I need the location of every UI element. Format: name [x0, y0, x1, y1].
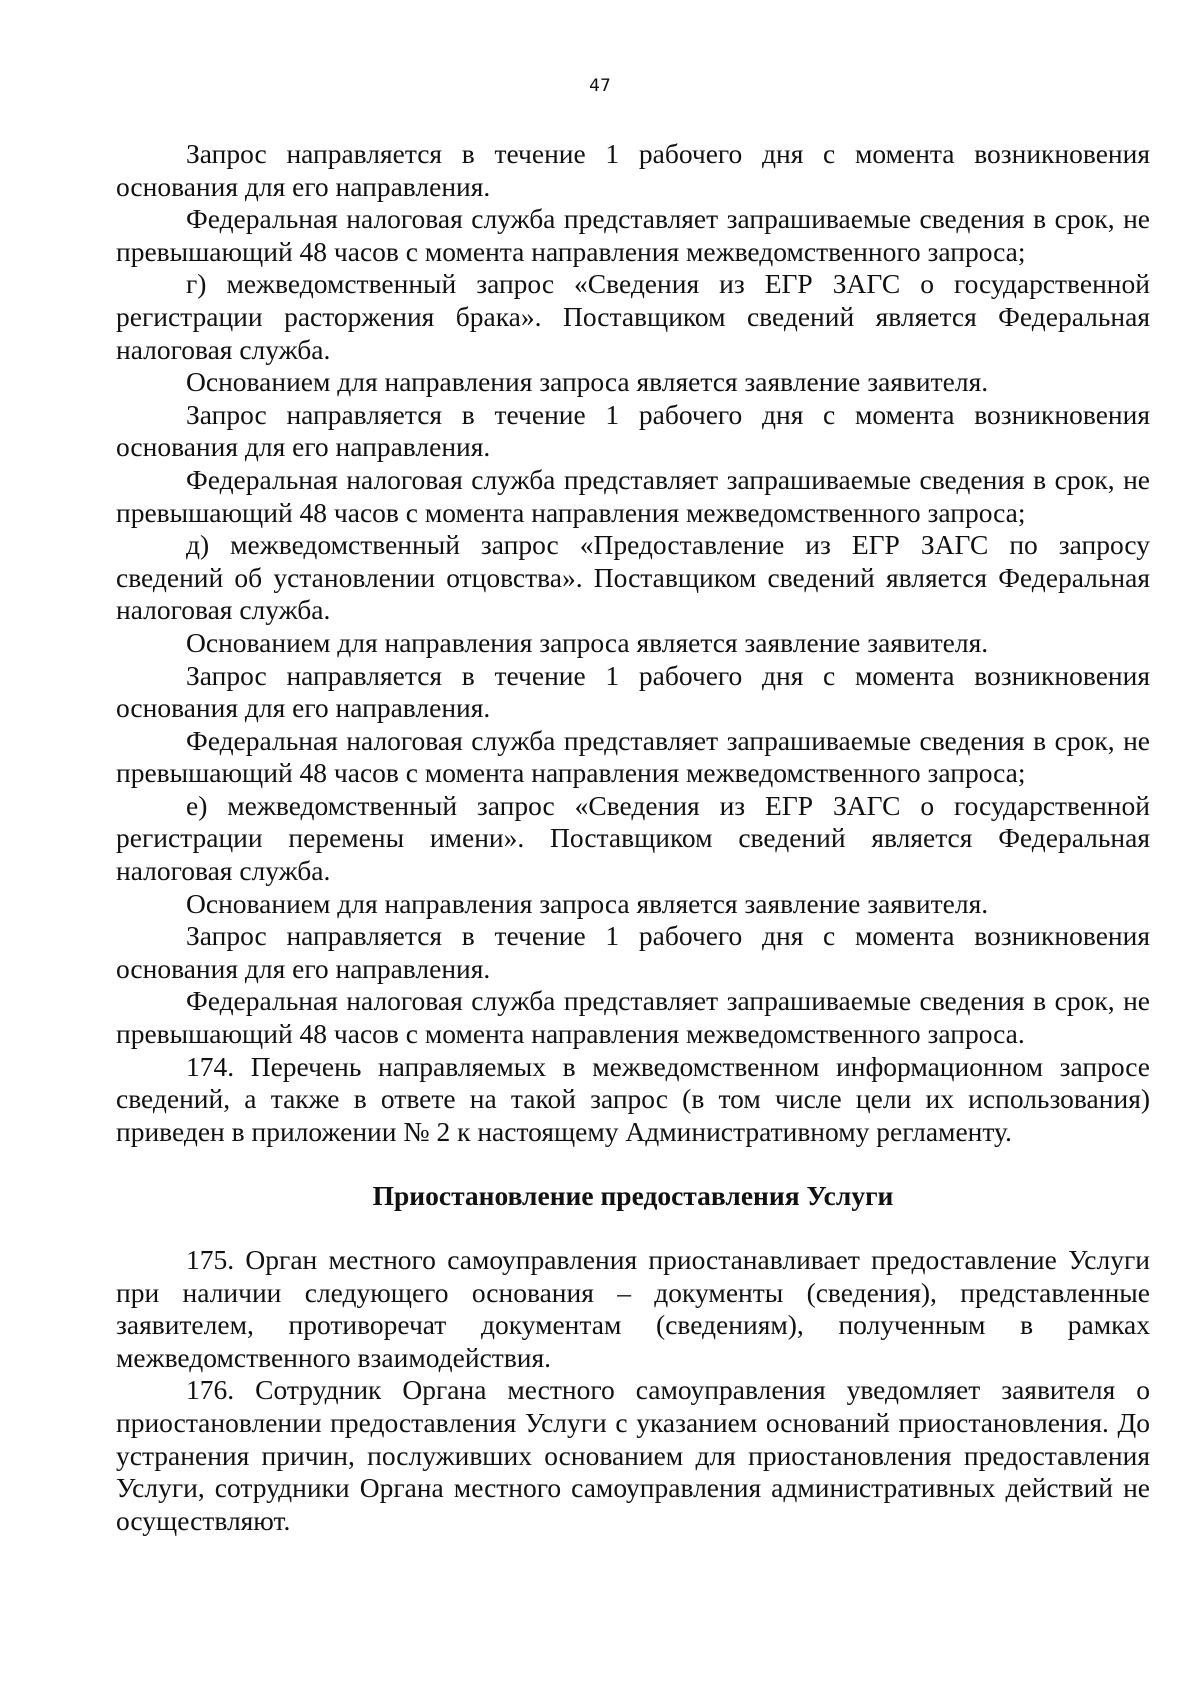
clause-175: 175. Орган местного самоуправления приостанавливает предоставление Услуги при наличии следующего основания – документы (сведения), представленные заявителем, противоречат документам (сведениям), полученным в рамках межведомственного взаимодействия. — [116, 1244, 1150, 1373]
paragraph: Основанием для направления запроса является заявление заявителя. — [186, 887, 989, 919]
paragraph: Федеральная налоговая служба представляет запрашиваемые сведения в срок, не превышающий 48 часов с момента направления межведомственного запроса; — [116, 463, 1150, 528]
section-heading: Приостановление предоставления Услуги — [372, 1180, 894, 1212]
paragraph: Запрос направляется в течение 1 рабочего дня с момента возникновения основания для его направления. — [116, 398, 1150, 463]
paragraph: Основанием для направления запроса является заявление заявителя. — [186, 366, 989, 398]
document-body — [116, 138, 1150, 1537]
paragraph: Федеральная налоговая служба представляет запрашиваемые сведения в срок, не превышающий 48 часов с момента направления межведомственного запроса. — [116, 985, 1150, 1050]
list-item-g: г) межведомственный запрос «Сведения из ЕГР ЗАГС о государственной регистрации расторжения брака». Поставщиком сведений является Федеральная налоговая служба. — [116, 268, 1150, 365]
paragraph: Федеральная налоговая служба представляет запрашиваемые сведения в срок, не превышающий 48 часов с момента направления межведомственного запроса; — [116, 203, 1150, 267]
paragraph: Основанием для направления запроса является заявление заявителя. — [186, 626, 989, 658]
paragraph: Запрос направляется в течение 1 рабочего дня с момента возникновения основания для его направления. — [116, 659, 1150, 724]
paragraph: Запрос направляется в течение 1 рабочего дня с момента возникновения основания для его направления. — [116, 138, 1150, 202]
list-item-d: д) межведомственный запрос «Предоставление из ЕГР ЗАГС по запросу сведений об установлении отцовства». Поставщиком сведений является Федеральная налоговая служба. — [116, 529, 1150, 626]
clause-176: 176. Сотрудник Органа местного самоуправления уведомляет заявителя о приостановлении предоставления Услуги с указанием оснований приостановления. До устранения причин, послуживших основанием для приостановления предоставления Услуги, сотрудники Органа местного самоуправления административных действий не осуществляют. — [116, 1374, 1150, 1536]
list-item-e: е) межведомственный запрос «Сведения из ЕГР ЗАГС о государственной регистрации перемены имени». Поставщиком сведений является Федеральная налоговая служба. — [116, 789, 1150, 887]
paragraph: Федеральная налоговая служба представляет запрашиваемые сведения в срок, не превышающий 48 часов с момента направления межведомственного запроса; — [116, 724, 1150, 789]
paragraph: Запрос направляется в течение 1 рабочего дня с момента возникновения основания для его направления. — [116, 920, 1150, 984]
page-number: 47 — [589, 76, 611, 96]
clause-174: 174. Перечень направляемых в межведомственном информационном запросе сведений, а также в ответе на такой запрос (в том числе цели их использования) приведен в приложении № 2 к настоящему Административному регламенту. — [116, 1050, 1150, 1147]
